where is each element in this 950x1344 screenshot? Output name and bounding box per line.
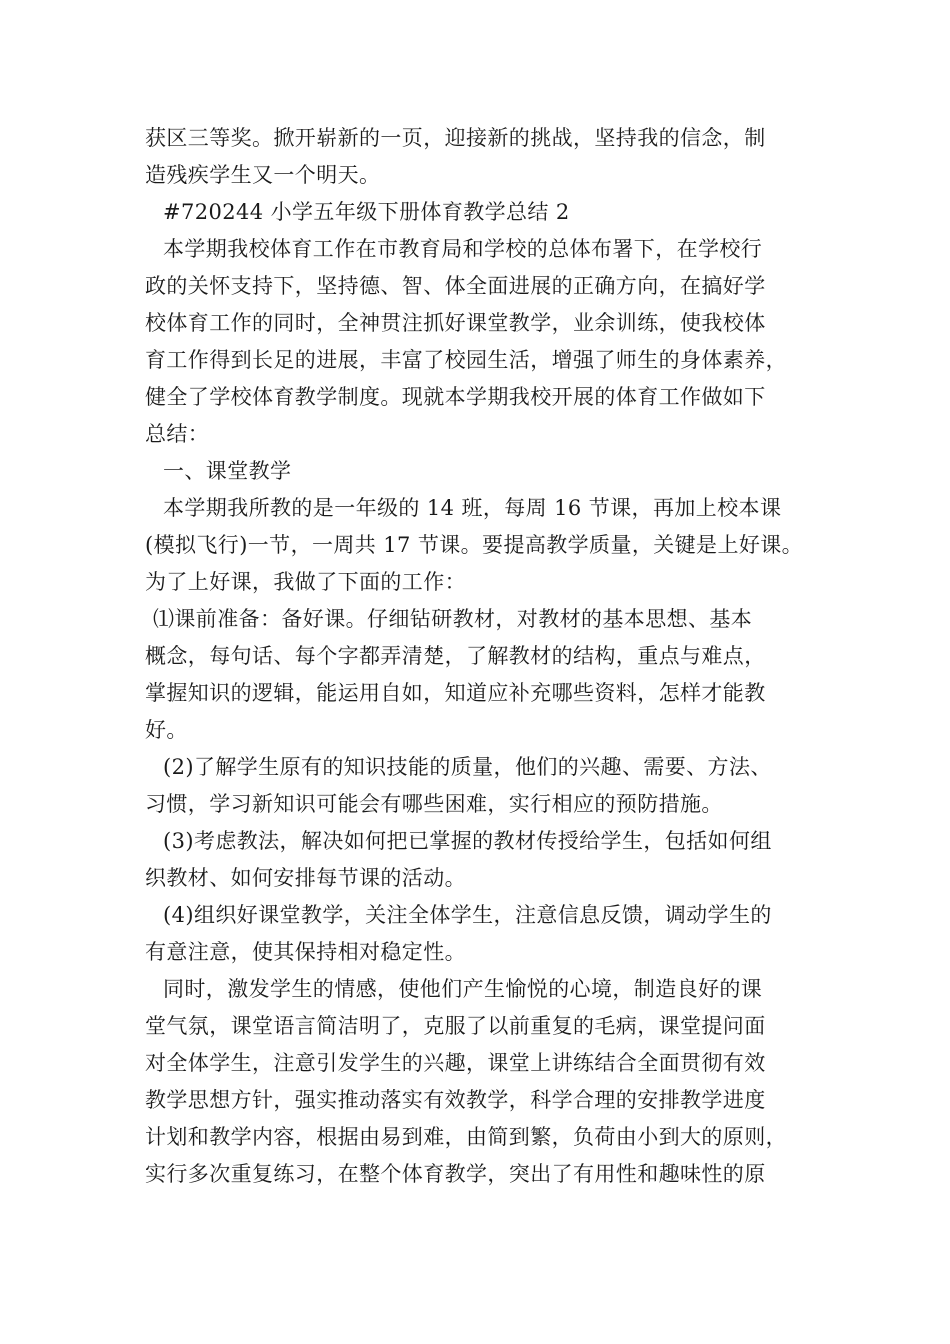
text-line: (2)了解学生原有的知识技能的质量，他们的兴趣、需要、方法、 bbox=[163, 755, 772, 779]
text-line: 一、课堂教学 bbox=[163, 459, 292, 483]
text-line: 校体育工作的同时，全神贯注抓好课堂教学，业余训练，使我校体 bbox=[145, 311, 766, 335]
text-line: 织教材、如何安排每节课的活动。 bbox=[145, 866, 466, 890]
text-line: 对全体学生，注意引发学生的兴趣，课堂上讲练结合全面贯彻有效 bbox=[145, 1051, 766, 1075]
text-line: 有意注意，使其保持相对稳定性。 bbox=[145, 940, 466, 964]
text-line: 掌握知识的逻辑，能运用自如，知道应补充哪些资料，怎样才能教 bbox=[145, 681, 766, 705]
text-line: 概念，每句话、每个字都弄清楚，了解教材的结构，重点与难点， bbox=[145, 644, 766, 668]
text-line: 本学期我校体育工作在市教育局和学校的总体布署下，在学校行 bbox=[163, 237, 763, 261]
text-line: 获区三等奖。掀开崭新的一页，迎接新的挑战，坚持我的信念，制 bbox=[145, 126, 766, 150]
text-line: 总结： bbox=[145, 422, 210, 446]
text-line: 同时，激发学生的情感，使他们产生愉悦的心境，制造良好的课 bbox=[163, 977, 763, 1001]
text-line: #720244 小学五年级下册体育教学总结 2 bbox=[163, 200, 570, 224]
text-line: (4)组织好课堂教学，关注全体学生，注意信息反馈，调动学生的 bbox=[163, 903, 772, 927]
text-line: 教学思想方针，强实推动落实有效教学，科学合理的安排教学进度 bbox=[145, 1088, 766, 1112]
document-page bbox=[145, 120, 810, 1193]
text-line: 好。 bbox=[145, 718, 188, 742]
text-line: 造残疾学生又一个明天。 bbox=[145, 163, 381, 187]
text-line: (模拟飞行)一节，一周共 17 节课。要提高教学质量，关键是上好课。 bbox=[145, 533, 804, 557]
text-line: 本学期我所教的是一年级的 14 班，每周 16 节课，再加上校本课 bbox=[163, 496, 782, 520]
text-line: 政的关怀支持下，坚持德、智、体全面进展的正确方向，在搞好学 bbox=[145, 274, 766, 298]
text-line: 堂气氛，课堂语言简洁明了，克服了以前重复的毛病，课堂提问面 bbox=[145, 1014, 766, 1038]
text-line: (3)考虑教法，解决如何把已掌握的教材传授给学生，包括如何组 bbox=[163, 829, 772, 853]
text-line: 为了上好课，我做了下面的工作： bbox=[145, 570, 466, 594]
text-line: 育工作得到长足的进展，丰富了校园生活，增强了师生的身体素养， bbox=[145, 348, 787, 372]
text-line: 计划和教学内容，根据由易到难，由简到繁，负荷由小到大的原则， bbox=[145, 1125, 787, 1149]
text-line: 实行多次重复练习，在整个体育教学，突出了有用性和趣味性的原 bbox=[145, 1162, 766, 1186]
text-line: ⑴课前准备：备好课。仔细钻研教材，对教材的基本思想、基本 bbox=[153, 607, 753, 631]
text-line: 健全了学校体育教学制度。现就本学期我校开展的体育工作做如下 bbox=[145, 385, 766, 409]
text-line: 习惯，学习新知识可能会有哪些困难，实行相应的预防措施。 bbox=[145, 792, 723, 816]
